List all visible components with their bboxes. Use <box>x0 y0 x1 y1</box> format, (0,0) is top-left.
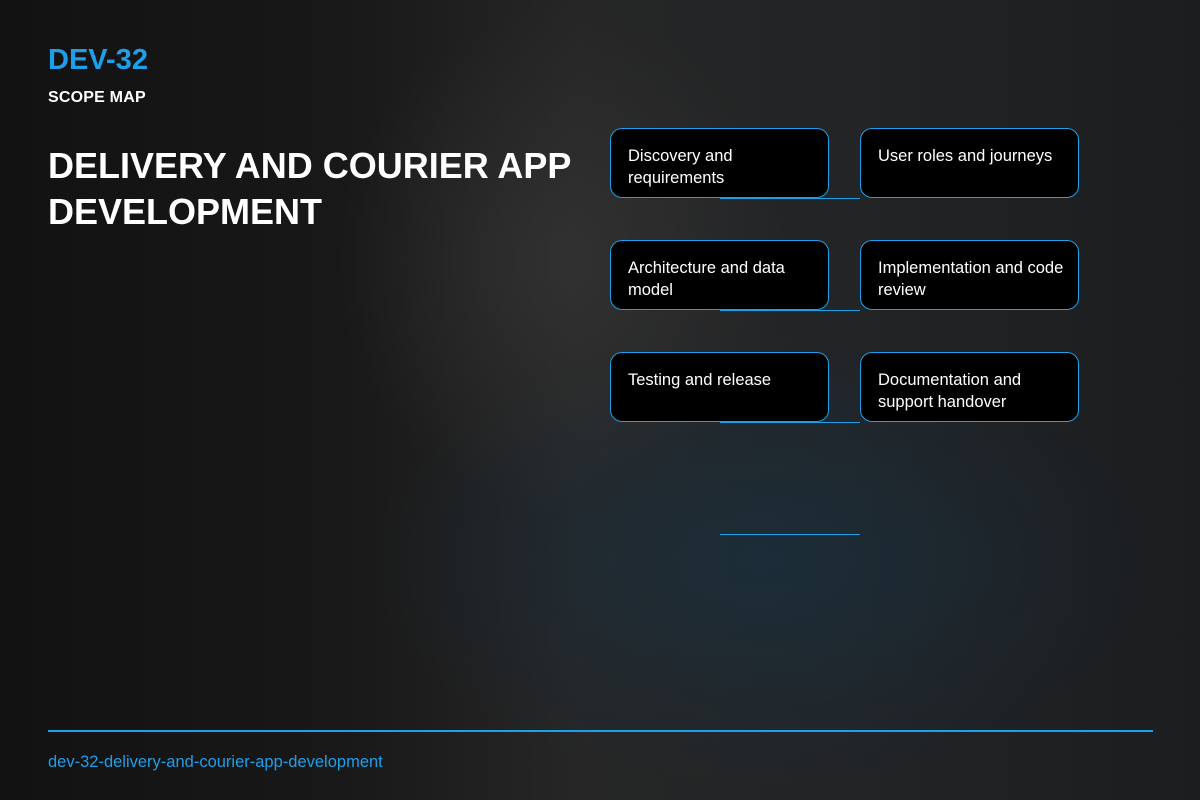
connector-line <box>720 310 860 311</box>
scope-node-documentation: Documentation and support handover <box>860 352 1079 422</box>
scope-node-user-roles: User roles and journeys <box>860 128 1079 198</box>
connector-line <box>720 198 860 199</box>
scope-node-testing: Testing and release <box>610 352 829 422</box>
project-code: DEV-32 <box>48 44 148 76</box>
footer-divider <box>48 730 1153 732</box>
scope-node-implementation: Implementation and code review <box>860 240 1079 310</box>
connector-line <box>720 422 860 423</box>
footer-slug: dev-32-delivery-and-courier-app-development <box>48 753 383 771</box>
scope-map-diagram <box>610 128 1080 548</box>
page-title: DELIVERY AND COURIER APP DEVELOPMENT <box>48 145 571 232</box>
connector-line <box>720 534 860 535</box>
scope-node-discovery: Discovery and requirements <box>610 128 829 198</box>
scope-node-architecture: Architecture and data model <box>610 240 829 310</box>
section-kicker: SCOPE MAP <box>48 89 146 106</box>
